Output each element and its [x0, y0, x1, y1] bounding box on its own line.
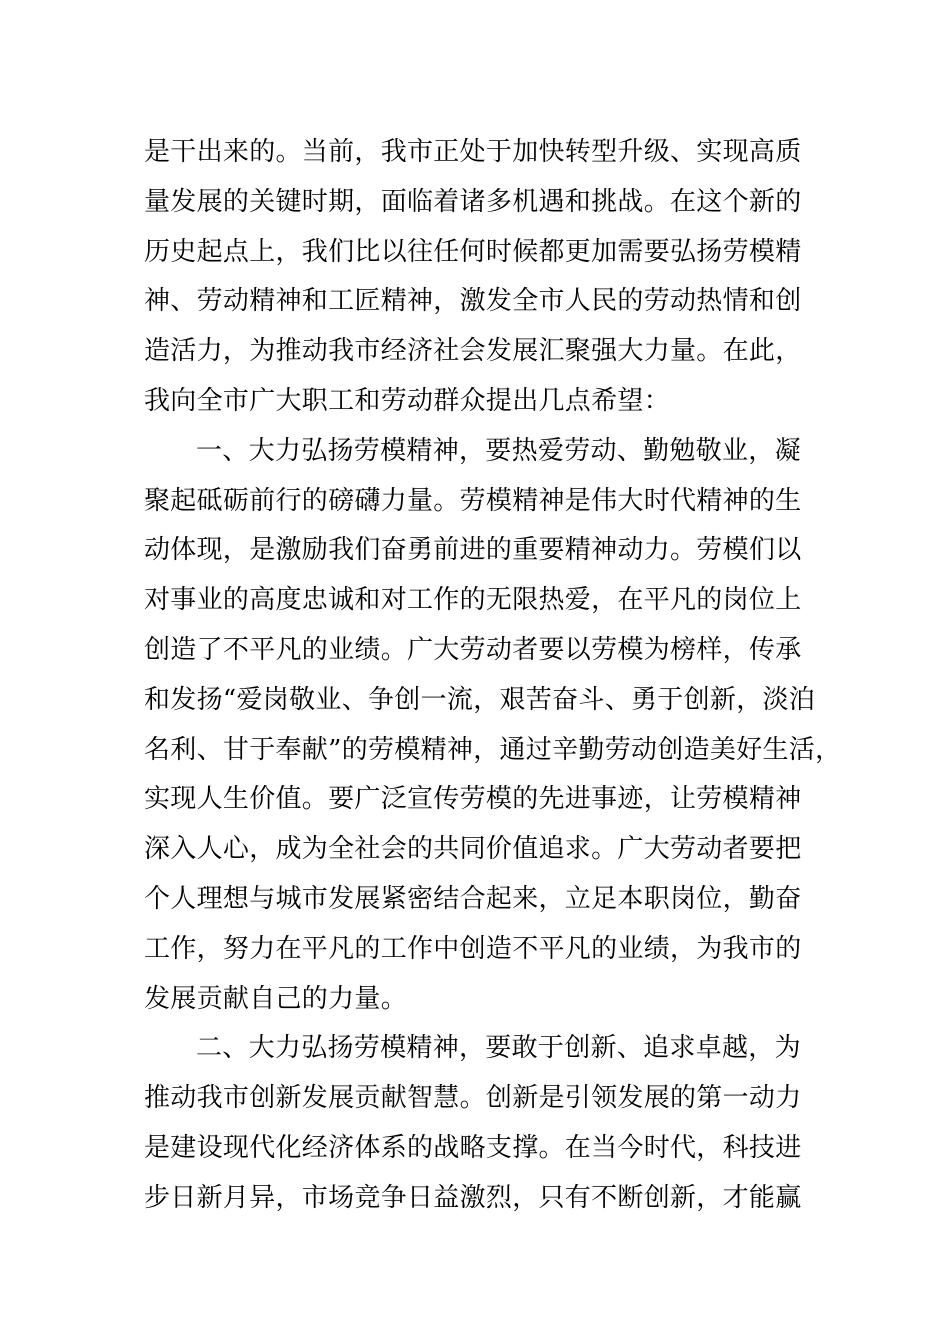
text-line: 深入人心，成为全社会的共同价值追求。广大劳动者要把: [144, 834, 802, 865]
text-line: 创造了不平凡的业绩。广大劳动者要以劳模为榜样，传承: [144, 634, 802, 665]
text-line: 造活力，为推动我市经济社会发展汇聚强大力量。在此，: [144, 336, 802, 367]
text-line: 名利、甘于奉献”的劳模精神，通过辛勤劳动创造美好生活，: [144, 734, 842, 765]
text-line: 发展贡献自己的力量。: [144, 983, 408, 1014]
text-line: 工作，努力在平凡的工作中创造不平凡的业绩，为我市的: [144, 933, 802, 964]
text-line: 历史起点上，我们比以往任何时候都更加需要弘扬劳模精: [144, 236, 802, 267]
paragraph-first-line: 二、大力弘扬劳模精神，要敢于创新、追求卓越，为: [196, 1033, 801, 1064]
text-line: 是建设现代化经济体系的战略支撑。在当今时代，科技进: [144, 1132, 802, 1163]
text-line: 我向全市广大职工和劳动群众提出几点希望：: [144, 385, 671, 416]
text-line: 是干出来的。当前，我市正处于加快转型升级、实现高质: [144, 137, 802, 167]
text-line: 推动我市创新发展贡献智慧。创新是引领发展的第一动力: [144, 1083, 802, 1114]
text-line: 神、劳动精神和工匠精神，激发全市人民的劳动热情和创: [144, 286, 802, 317]
text-line: 步日新月异，市场竞争日益激烈，只有不断创新，才能赢: [144, 1182, 802, 1213]
text-line: 对事业的高度忠诚和对工作的无限热爱，在平凡的岗位上: [144, 585, 802, 616]
text-line: 动体现，是激励我们奋勇前进的重要精神动力。劳模们以: [144, 535, 802, 566]
text-line: 实现人生价值。要广泛宣传劳模的先进事迹，让劳模精神: [144, 784, 802, 815]
document-body: [144, 128, 842, 1224]
text-line: 量发展的关键时期，面临着诸多机遇和挑战。在这个新的: [144, 186, 802, 217]
paragraph-first-line: 一、大力弘扬劳模精神，要热爱劳动、勤勉敬业，凝: [196, 435, 801, 466]
text-line: 聚起砥砺前行的磅礴力量。劳模精神是伟大时代精神的生: [144, 485, 802, 516]
text-line: 和发扬“爱岗敬业、争创一流，艰苦奋斗、勇于创新，淡泊: [144, 684, 816, 715]
text-line: 个人理想与城市发展紧密结合起来，立足本职岗位，勤奋: [144, 883, 802, 914]
